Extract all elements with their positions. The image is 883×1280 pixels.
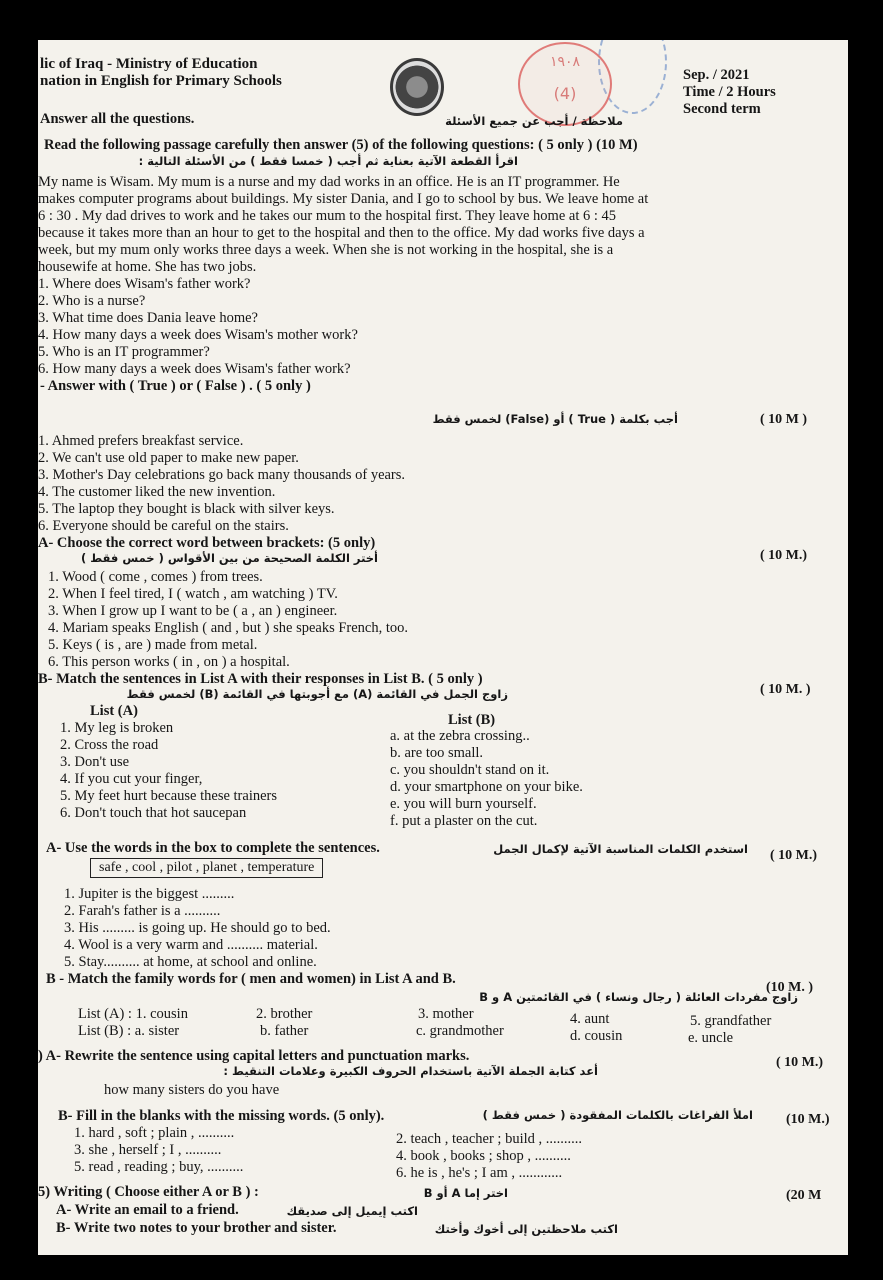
writing-option-b-ar: اكتب ملاحظتين إلى أخوك وأختك	[434, 1222, 618, 1236]
list-a-item: 2. Cross the road	[60, 737, 159, 753]
writing-option-b: B- Write two notes to your brother and sister.	[56, 1220, 337, 1236]
choose-item: 4. Mariam speaks English ( and , but ) she speaks French, too.	[48, 620, 409, 636]
choose-item: 1. Wood ( come , comes ) from trees.	[48, 569, 263, 585]
choose-item: 3. When I grow up I want to be ( a , an ) engineer.	[48, 603, 338, 619]
fill-item: 6. he is , he's ; I am , ............	[396, 1165, 563, 1181]
family-a-item: List (A) : 1. cousin	[78, 1006, 188, 1022]
choose-marks: ( 10 M.)	[760, 548, 808, 563]
exam-paper	[38, 40, 848, 1255]
question-item: 6. How many days a week does Wisam's father work?	[38, 361, 351, 377]
tf-item: 2. We can't use old paper to make new paper.	[38, 450, 299, 466]
list-b-item: a. at the zebra crossing..	[390, 728, 530, 744]
passage-line: week, but my mum only works three days a week. When she is not working in the hospital, she is a	[38, 242, 614, 258]
family-b-item: b. father	[260, 1023, 309, 1039]
question-item: 1. Where does Wisam's father work?	[38, 276, 251, 292]
list-a-item: 6. Don't touch that hot saucepan	[60, 805, 247, 821]
words-item: 1. Jupiter is the biggest .........	[64, 886, 235, 902]
writing-marks: (20 M	[786, 1188, 822, 1203]
rewrite-title-ar: أعد كتابة الجملة الآتية باستخدام الحروف الكبيرة وعلامات التنقيط :	[223, 1064, 598, 1078]
choose-item: 2. When I feel tired, I ( watch , am watching ) TV.	[48, 586, 338, 602]
words-item: 3. His ......... is going up. He should go to bed.	[64, 920, 331, 936]
list-b-item: c. you shouldn't stand on it.	[390, 762, 550, 778]
family-b-item: List (B) : a. sister	[78, 1023, 180, 1039]
family-a-item: 4. aunt	[570, 1011, 610, 1027]
words-item: 2. Farah's father is a ..........	[64, 903, 221, 919]
fill-title-ar: املأ الفراغات بالكلمات المفقودة ( خمس فقط )	[482, 1108, 753, 1122]
match-marks: ( 10 M. )	[760, 682, 811, 697]
list-a-item: 5. My feet hurt because these trainers	[60, 788, 278, 804]
fill-title: B- Fill in the blanks with the missing words. (5 only).	[58, 1108, 385, 1124]
list-a-label: List (A)	[90, 703, 138, 719]
fill-item: 4. book , books ; shop , ..........	[396, 1148, 571, 1164]
family-b-item: d. cousin	[570, 1028, 623, 1044]
passage-line: 6 : 30 . My dad drives to work and he takes our mum to the hospital first. They leave home at 6 : 45	[38, 208, 617, 224]
list-b-item: b. are too small.	[390, 745, 484, 761]
match-title-ar: زاوج الجمل في القائمة (A) مع أجوبتها في القائمة (B) لخمس فقط	[126, 687, 508, 701]
passage-line: My name is Wisam. My mum is a nurse and my dad works in an office. He is an IT programmer. He	[38, 174, 620, 190]
choose-title-ar: أختر الكلمة الصحيحة من بين الأقواس ( خمس فقط )	[80, 551, 378, 565]
choose-item: 5. Keys ( is , are ) made from metal.	[48, 637, 258, 653]
passage-line: makes computer programs about buildings. My sister Dania, and I go to school by bus. We leave home at	[38, 191, 649, 207]
family-b-item: c. grandmother	[416, 1023, 504, 1039]
word-box: safe , cool , pilot , planet , temperature	[90, 858, 323, 878]
instruction: Answer all the questions.	[40, 111, 195, 127]
words-item: 5. Stay.......... at home, at school and online.	[64, 954, 317, 970]
header-exam-name: nation in English for Primary Schools	[40, 73, 282, 89]
question-item: 4. How many days a week does Wisam's mother work?	[38, 327, 358, 343]
family-a-item: 5. grandfather	[690, 1013, 772, 1029]
family-title-ar: زاوج مفردات العائلة ( رجال ونساء ) في القائمتين A و B	[479, 990, 798, 1004]
q1-title-ar: اقرأ القطعة الآتية بعناية ثم أجب ( خمسا فقط ) من الأسئلة التالية :	[138, 154, 518, 168]
list-b-item: d. your smartphone on your bike.	[390, 779, 583, 795]
choose-title: A- Choose the correct word between brackets: (5 only)	[38, 535, 376, 551]
rewrite-sentence: how many sisters do you have	[104, 1082, 280, 1098]
words-title-ar: استخدم الكلمات المناسبة الآتية لإكمال الجمل	[493, 842, 748, 856]
q2-title-ar: أجب بكلمة ( True ) أو (False) لخمس فقط	[432, 412, 678, 426]
rewrite-title: ) A- Rewrite the sentence using capital letters and punctuation marks.	[38, 1048, 470, 1064]
writing-title-ar: اختر إما A أو B	[423, 1186, 508, 1200]
writing-option-a-ar: اكتب إيميل إلى صديقك	[286, 1204, 418, 1218]
fill-item: 2. teach , teacher ; build , ..........	[396, 1131, 583, 1147]
tf-item: 5. The laptop they bought is black with silver keys.	[38, 501, 335, 517]
choose-item: 6. This person works ( in , on ) a hospital.	[48, 654, 290, 670]
list-b-item: f. put a plaster on the cut.	[390, 813, 538, 829]
question-item: 2. Who is a nurse?	[38, 293, 146, 309]
words-marks: ( 10 M.)	[770, 848, 818, 863]
fill-item: 3. she , herself ; I , ..........	[74, 1142, 222, 1158]
family-a-item: 3. mother	[418, 1006, 474, 1022]
tf-item: 3. Mother's Day celebrations go back many thousands of years.	[38, 467, 406, 483]
family-b-item: e. uncle	[688, 1030, 734, 1046]
fill-item: 1. hard , soft ; plain , ..........	[74, 1125, 235, 1141]
q2-marks: ( 10 M )	[760, 412, 808, 427]
words-item: 4. Wool is a very warm and .......... material.	[64, 937, 318, 953]
family-marks: (10 M. )	[766, 980, 814, 995]
family-a-item: 2. brother	[256, 1006, 313, 1022]
stamp: ١٩٠٨ (4)	[518, 42, 612, 126]
writing-title: 5) Writing ( Choose either A or B ) :	[38, 1184, 259, 1200]
words-title: A- Use the words in the box to complete the sentences.	[46, 840, 380, 856]
list-a-item: 4. If you cut your finger,	[60, 771, 203, 787]
question-item: 3. What time does Dania leave home?	[38, 310, 258, 326]
header-date: Sep. / 2021	[683, 67, 750, 83]
tf-item: 4. The customer liked the new invention.	[38, 484, 276, 500]
header-time: Time / 2 Hours	[683, 84, 776, 100]
fill-item: 5. read , reading ; buy, ..........	[74, 1159, 244, 1175]
family-title: B - Match the family words for ( men and women) in List A and B.	[46, 971, 456, 987]
q1-title: Read the following passage carefully then answer (5) of the following questions: ( 5 only ) (10 M)	[44, 137, 638, 153]
list-a-item: 1. My leg is broken	[60, 720, 174, 736]
tf-item: 6. Everyone should be careful on the stairs.	[38, 518, 289, 534]
header-term: Second term	[683, 101, 761, 117]
list-a-item: 3. Don't use	[60, 754, 130, 770]
ministry-logo	[390, 58, 444, 116]
writing-option-a: A- Write an email to a friend.	[56, 1202, 239, 1218]
question-item: 5. Who is an IT programmer?	[38, 344, 210, 360]
header-ministry: lic of Iraq - Ministry of Education	[40, 56, 258, 72]
list-b-label: List (B)	[448, 712, 496, 728]
q2-title: - Answer with ( True ) or ( False ) . ( 5 only )	[40, 378, 311, 394]
passage-line: because it takes more than an hour to get to the hospital and then to the office. My dad works five days a	[38, 225, 645, 241]
list-b-item: e. you will burn yourself.	[390, 796, 537, 812]
instruction-ar: ملاحظة / أجب عن جميع الأسئلة	[445, 114, 623, 128]
fill-marks: (10 M.)	[786, 1112, 830, 1127]
match-title: B- Match the sentences in List A with their responses in List B. ( 5 only )	[38, 671, 483, 687]
tf-item: 1. Ahmed prefers breakfast service.	[38, 433, 244, 449]
rewrite-marks: ( 10 M.)	[776, 1055, 824, 1070]
passage-line: housewife at home. She has two jobs.	[38, 259, 257, 275]
